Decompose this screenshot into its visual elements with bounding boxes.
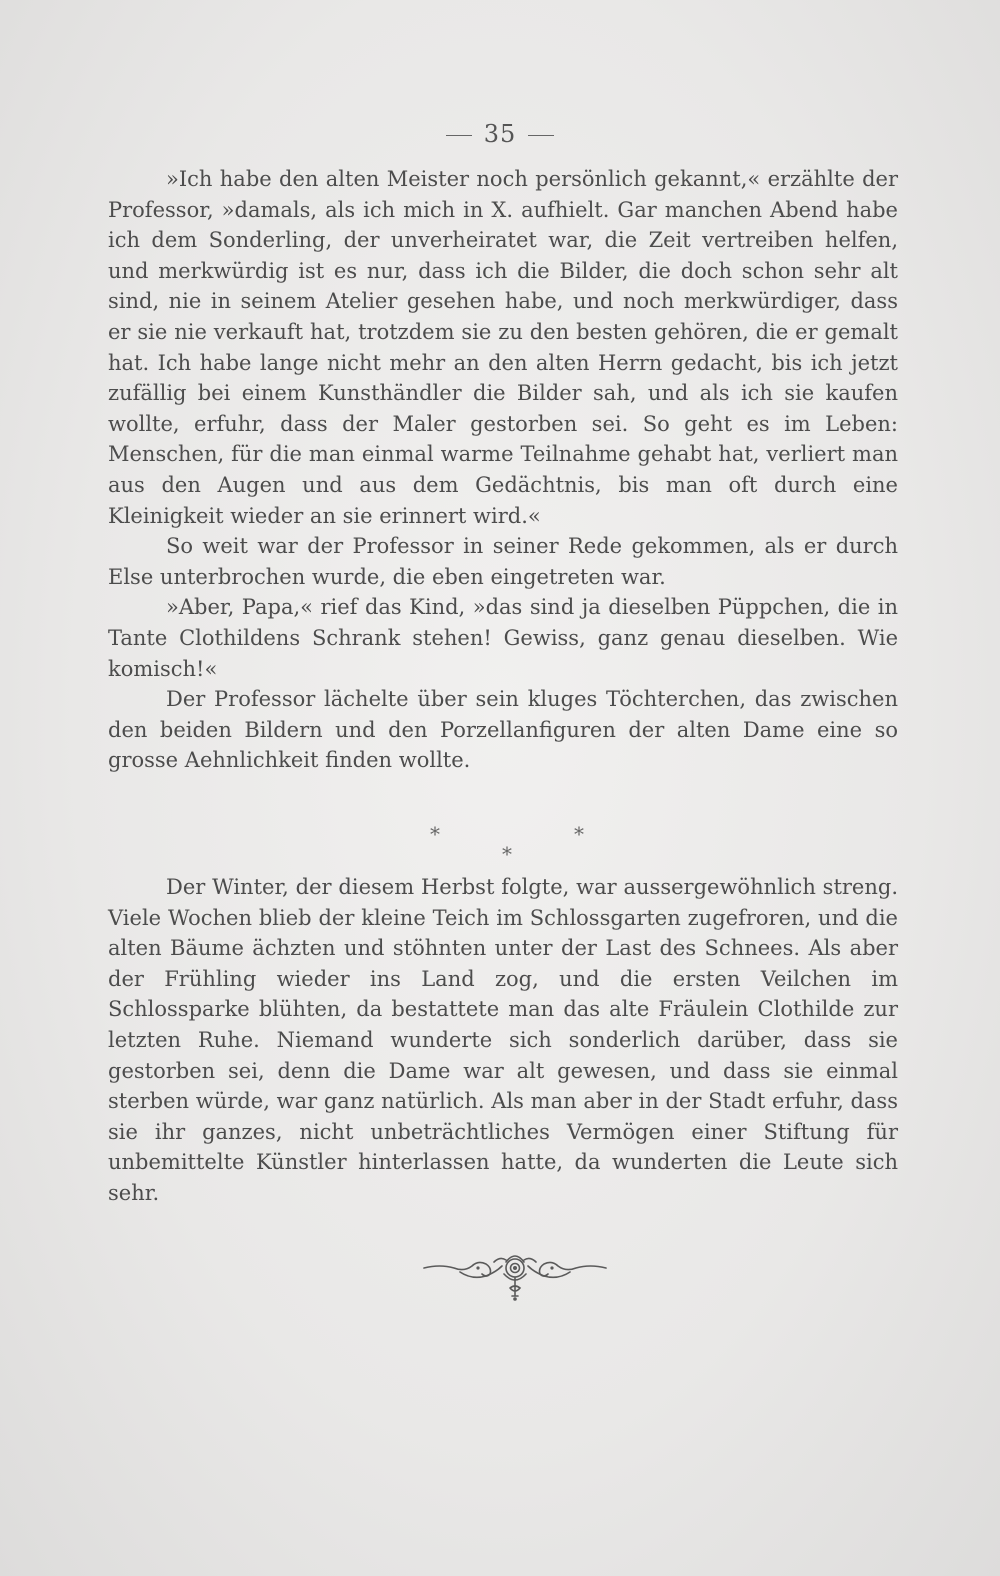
separator-star-right: * [574,822,584,846]
section-separator [0,822,1000,866]
paragraph-interruption: So weit war der Professor in seiner Rede gekommen, als er durch Else unterbrochen wurde, die eben eingetreten war. [108,534,898,589]
text-section-1 [108,164,898,776]
separator-star-center: * [502,842,512,866]
floral-vignette-icon [420,1246,610,1306]
page-header [0,120,1000,148]
text-section-2 [108,872,898,1209]
right-dash-ornament [528,135,554,136]
paragraph-professor-smiles: Der Professor lächelte über sein kluges Töchterchen, das zwischen den beiden Bildern und den Porzellanfiguren der alten Dame eine so grosse Aehnlichkeit finden wollte. [108,687,898,773]
separator-star-left: * [430,822,440,846]
left-dash-ornament [446,135,472,136]
paragraph-else-exclaims: »Aber, Papa,« rief das Kind, »das sind ja dieselben Püppchen, die in Tante Clothildens Schrank stehen! Gewiss, ganz genau dieselben. Wie komisch!« [108,595,898,681]
page-number: 35 [483,120,517,148]
paragraph-professor-story: »Ich habe den alten Meister noch persönlich gekannt,« erzählte der Professor, »damals, als ich mich in X. aufhielt. Gar manchen Abend habe ich dem Sonderling, der unverheiratet war, die Zeit vertreiben helfen, und merkwürdig ist es nur, dass ich die Bilder, die doch schon sehr alt sind, nie in seinem Atelier gesehen habe, und noch merkwürdiger, dass er sie nie verkauft hat, trotzdem sie zu den besten gehören, die er gemalt hat. Ich habe lange nicht mehr an den alten Herrn gedacht, bis ich jetzt zufällig bei einem Kunsthändler die Bilder sah, und als ich sie kaufen wollte, erfuhr, dass der Maler gestorben sei. So geht es im Leben: Menschen, für die man einmal warme Teilnahme gehabt hat, verliert man aus den Augen und aus dem Gedächtnis, bis man oft durch eine Kleinigkeit wieder an sie erinnert wird.« [108,167,898,528]
paragraph-winter-and-inheritance: Der Winter, der diesem Herbst folgte, war aussergewöhnlich streng. Viele Wochen blieb der kleine Teich im Schlossgarten zugefroren, und die alten Bäume ächzten und stöhnten unter der Last des Schnees. Als aber der Frühling wieder ins Land zog, und die ersten Veilchen im Schlossparke blühten, da bestattete man das alte Fräulein Clothilde zur letzten Ruhe. Niemand wunderte sich sonderlich darüber, dass sie gestorben sei, denn die Dame war alt gewesen, und dass sie einmal sterben würde, war ganz natürlich. Als man aber in der Stadt erfuhr, dass sie ihr ganzes, nicht unbeträchtliches Vermögen einer Stiftung für unbemittelte Künstler hinterlassen hatte, da wunderten die Leute sich sehr. [108,875,898,1205]
